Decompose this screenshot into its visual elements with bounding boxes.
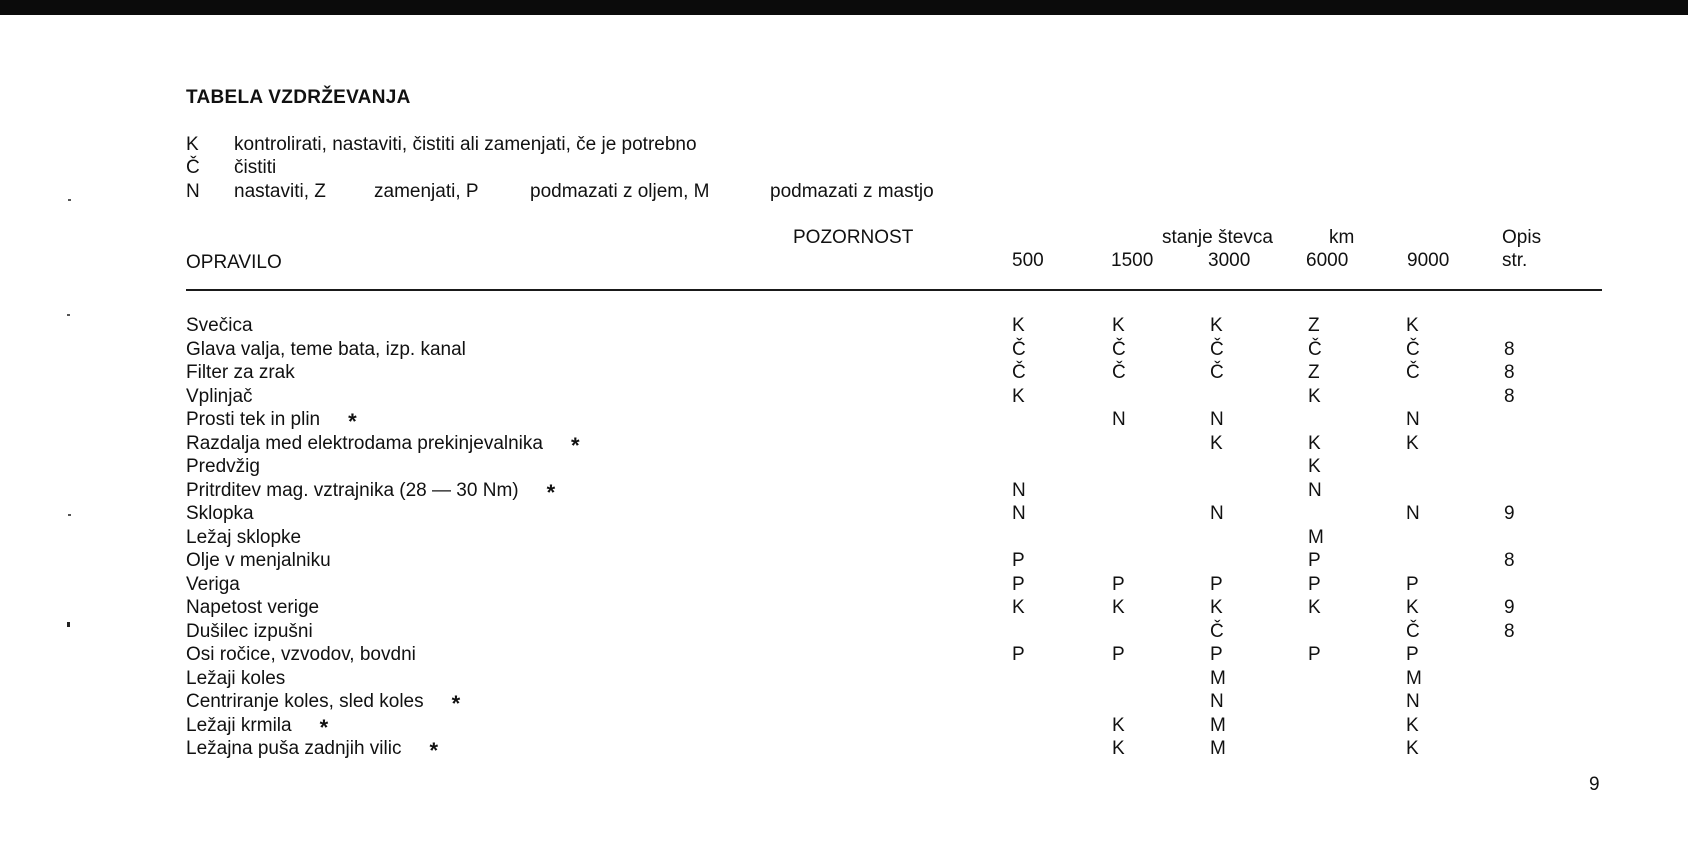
- interval-mark-6000: Z: [1308, 315, 1320, 336]
- interval-mark-9000: K: [1406, 597, 1419, 618]
- interval-mark-500: Č: [1012, 362, 1026, 383]
- interval-mark-9000: Č: [1406, 362, 1420, 383]
- task-label: Predvžig: [186, 456, 260, 477]
- interval-mark-1500: P: [1112, 644, 1125, 665]
- interval-mark-9000: N: [1406, 409, 1420, 430]
- interval-mark-3000: Č: [1210, 620, 1224, 642]
- page-ref: 9: [1504, 597, 1515, 618]
- interval-mark-9000: K: [1406, 432, 1419, 454]
- task-label: Glava valja, teme bata, izp. kanal: [186, 338, 466, 360]
- task-label: Osi ročice, vzvodov, bovdni: [186, 644, 416, 665]
- task-label: Centriranje koles, sled koles: [186, 691, 424, 712]
- page-ref: 9: [1504, 503, 1515, 524]
- task-label: Olje v menjalniku: [186, 550, 331, 571]
- interval-mark-3000: K: [1210, 597, 1223, 618]
- scan-speck: [68, 199, 71, 201]
- legend-text: [234, 181, 934, 203]
- task-label: Prosti tek in plin: [186, 409, 321, 430]
- attention-star: *: [451, 691, 461, 716]
- table-row: [0, 550, 1688, 573]
- interval-mark-1500: Č: [1112, 338, 1126, 360]
- table-row: [0, 456, 1688, 479]
- mileage-header-6000: 6000: [1306, 250, 1349, 271]
- interval-mark-3000: N: [1210, 503, 1224, 524]
- task-label: Ležaji koles: [186, 667, 286, 689]
- attention-star: *: [429, 738, 439, 763]
- interval-mark-6000: K: [1308, 385, 1321, 407]
- interval-mark-1500: K: [1112, 738, 1125, 759]
- interval-mark-3000: M: [1210, 738, 1226, 759]
- table-row: [0, 480, 1688, 503]
- interval-mark-1500: Č: [1112, 362, 1126, 383]
- interval-mark-3000: Č: [1210, 338, 1224, 360]
- table-row: [0, 621, 1688, 644]
- interval-mark-6000: N: [1308, 479, 1322, 501]
- attention-star: *: [570, 432, 580, 458]
- interval-mark-9000: N: [1406, 503, 1420, 524]
- table-row: [0, 503, 1688, 526]
- page-ref: 8: [1504, 620, 1515, 642]
- page-ref-header-2: str.: [1502, 250, 1528, 271]
- page-number: 9: [1589, 774, 1600, 795]
- attention-star: *: [546, 479, 556, 505]
- legend-key: Č: [186, 157, 200, 178]
- mileage-header-500: 500: [1012, 250, 1044, 271]
- mileage-header-3000: 3000: [1208, 250, 1251, 271]
- interval-mark-3000: Č: [1210, 362, 1224, 383]
- interval-mark-6000: Č: [1308, 338, 1322, 360]
- interval-mark-1500: K: [1112, 714, 1125, 736]
- table-row: [0, 574, 1688, 597]
- interval-mark-6000: K: [1308, 432, 1321, 454]
- interval-mark-1500: N: [1112, 409, 1126, 430]
- legend-part: nastaviti, Z: [234, 181, 326, 202]
- interval-mark-1500: K: [1112, 315, 1125, 336]
- table-row: [0, 738, 1688, 761]
- interval-mark-1500: K: [1112, 597, 1125, 618]
- table-row: [0, 644, 1688, 667]
- task-header: OPRAVILO: [186, 252, 282, 273]
- interval-mark-9000: N: [1406, 691, 1420, 712]
- interval-mark-9000: K: [1406, 714, 1419, 736]
- interval-mark-500: Č: [1012, 338, 1026, 360]
- interval-mark-500: N: [1012, 479, 1026, 501]
- interval-mark-3000: P: [1210, 644, 1223, 665]
- task-label: Pritrditev mag. vztrajnika (28 — 30 Nm): [186, 479, 519, 501]
- table-row: [0, 339, 1688, 362]
- interval-mark-6000: P: [1308, 550, 1321, 571]
- top-border: [0, 0, 1688, 15]
- interval-mark-500: K: [1012, 315, 1025, 336]
- page-ref: 8: [1504, 362, 1515, 383]
- task-label: Napetost verige: [186, 597, 320, 618]
- page-ref: 8: [1504, 550, 1515, 571]
- interval-mark-3000: P: [1210, 573, 1223, 595]
- table-row: [0, 362, 1688, 385]
- header-rule: [186, 289, 1602, 291]
- mileage-header-9000: 9000: [1407, 250, 1450, 271]
- attention-star: *: [348, 409, 357, 434]
- interval-mark-500: K: [1012, 597, 1025, 618]
- legend-key: K: [186, 134, 199, 155]
- task-label: Ležajna puša zadnjih vilic: [186, 738, 402, 759]
- interval-mark-9000: M: [1406, 667, 1422, 689]
- interval-mark-3000: K: [1210, 315, 1223, 336]
- interval-mark-500: P: [1012, 550, 1025, 571]
- interval-mark-6000: M: [1308, 526, 1324, 548]
- page-ref: 8: [1504, 338, 1515, 360]
- task-label: Ležaji krmila: [186, 714, 292, 736]
- interval-mark-6000: K: [1308, 597, 1321, 618]
- table-row: [0, 715, 1688, 738]
- interval-mark-500: K: [1012, 385, 1025, 407]
- legend-part: podmazati z oljem, M: [530, 181, 710, 202]
- table-row: [0, 433, 1688, 456]
- interval-mark-3000: M: [1210, 714, 1226, 736]
- legend-part: podmazati z mastjo: [770, 181, 934, 202]
- task-label: Ležaj sklopke: [186, 526, 302, 548]
- task-label: Svečica: [186, 315, 253, 336]
- task-label: Filter za zrak: [186, 362, 295, 383]
- interval-mark-9000: K: [1406, 315, 1419, 336]
- interval-mark-500: N: [1012, 503, 1026, 524]
- interval-mark-6000: Z: [1308, 362, 1320, 383]
- legend-part: zamenjati, P: [374, 181, 479, 202]
- interval-mark-6000: K: [1308, 456, 1321, 477]
- interval-mark-3000: N: [1210, 691, 1224, 712]
- task-label: Sklopka: [186, 503, 254, 524]
- task-label: Vplinjač: [186, 385, 253, 407]
- page-ref-header-1: Opis: [1502, 227, 1542, 248]
- legend-text: kontrolirati, nastaviti, čistiti ali zamenjati, če je potrebno: [234, 134, 697, 155]
- table-row: [0, 315, 1688, 338]
- legend-key: N: [186, 181, 200, 202]
- unit-header: km: [1329, 227, 1355, 248]
- interval-mark-6000: P: [1308, 644, 1321, 665]
- task-label: Dušilec izpušni: [186, 620, 313, 642]
- interval-mark-6000: P: [1308, 573, 1321, 595]
- table-row: [0, 597, 1688, 620]
- interval-mark-9000: P: [1406, 644, 1419, 665]
- document-title: TABELA VZDRŽEVANJA: [186, 87, 411, 108]
- mileage-header-1500: 1500: [1111, 250, 1154, 271]
- interval-mark-9000: P: [1406, 573, 1419, 595]
- interval-mark-9000: Č: [1406, 338, 1420, 360]
- interval-mark-500: P: [1012, 644, 1025, 665]
- task-label: Veriga: [186, 573, 240, 595]
- task-label: Razdalja med elektrodama prekinjevalnika: [186, 432, 543, 454]
- interval-mark-500: P: [1012, 573, 1025, 595]
- table-row: [0, 527, 1688, 550]
- table-row: [0, 386, 1688, 409]
- interval-mark-3000: K: [1210, 432, 1223, 454]
- interval-mark-9000: K: [1406, 738, 1419, 759]
- interval-mark-1500: P: [1112, 573, 1125, 595]
- table-row: [0, 691, 1688, 714]
- interval-mark-3000: N: [1210, 409, 1224, 430]
- interval-mark-3000: M: [1210, 667, 1226, 689]
- interval-mark-9000: Č: [1406, 620, 1420, 642]
- page-ref: 8: [1504, 385, 1515, 407]
- legend-text: čistiti: [234, 157, 277, 178]
- table-row: [0, 668, 1688, 691]
- counter-header: stanje števca: [1162, 227, 1273, 248]
- table-row: [0, 409, 1688, 432]
- attention-header: POZORNOST: [793, 227, 914, 248]
- attention-star: *: [319, 714, 329, 740]
